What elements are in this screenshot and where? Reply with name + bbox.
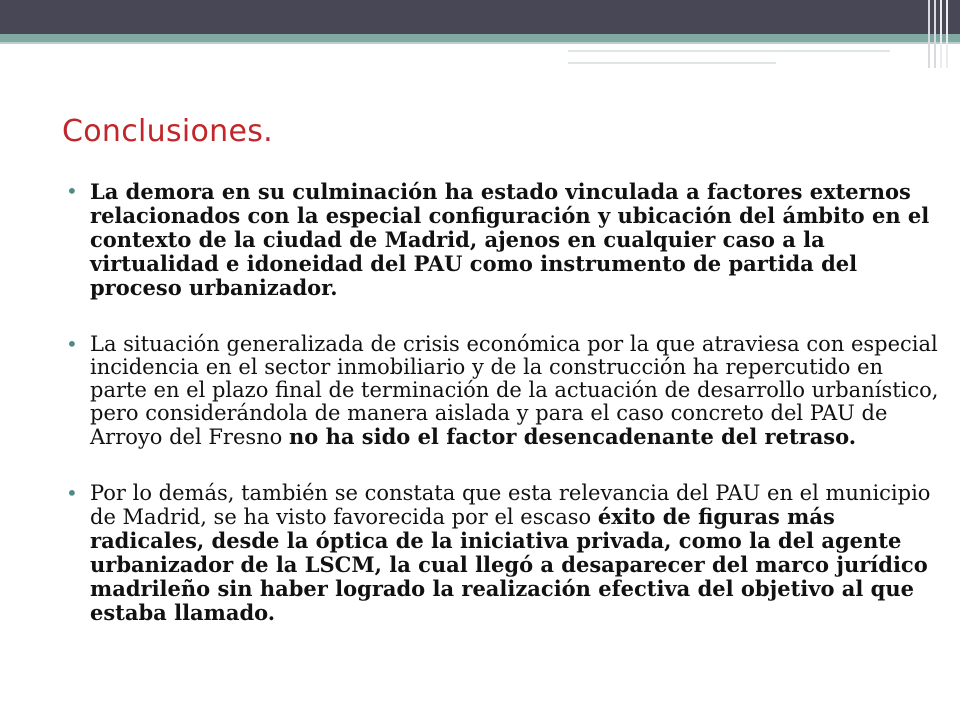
bullet-item [64,180,944,300]
bullet-dot-icon: • [66,332,78,356]
decorative-vertical-line [946,0,948,68]
bullet-text-bold: éxito de figuras más radicales, desde la óptica de la iniciativa privada, como la del agente urbanizador de la LSCM, la cual llegó a desaparecer del marco jurídico madrileño sin haber logrado la realización efectiva del objetivo al que estaba llamado. [90,504,928,625]
bullet-text: Por lo demás, también se constata que esta relevancia del PAU en el municipio de Madrid, se ha visto favorecida por el escaso [90,481,931,529]
bullet-list [64,180,944,658]
bullet-dot-icon: • [66,179,78,203]
bullet-text: La situación generalizada de crisis económica por la que atraviesa con especial incidencia en el sector inmobiliario y de la construcción ha repercutido en parte en el plazo final de terminación de la actuación de desarrollo urbanístico, pero considerándola de manera aislada y para el caso concreto del PAU de Arroyo del Fresno [90,332,939,449]
bullet-item [64,333,944,449]
decorative-vertical-lines [928,0,950,68]
slide-title: Conclusiones. [62,114,274,149]
decorative-vertical-line [940,0,942,68]
bullet-item [64,482,944,625]
bullet-text-bold: La demora en su culminación ha estado vinculada a factores externos relacionados con la especial configuración y ubicación del ámbito en el contexto de la ciudad de Madrid, ajenos en cualquier caso a la virtualidad e idoneidad del PAU como instrumento de partida del proceso urbanizador. [90,179,930,300]
header-bar [0,0,960,34]
header-accent-line [0,42,960,44]
bullet-dot-icon: • [66,481,78,505]
header-accent-band [0,34,960,42]
decorative-vertical-line [928,0,930,68]
decorative-line [568,50,890,52]
bullet-text-bold: no ha sido el factor desencadenante del retraso. [289,424,857,449]
decorative-vertical-line [934,0,936,68]
decorative-line [568,62,776,64]
